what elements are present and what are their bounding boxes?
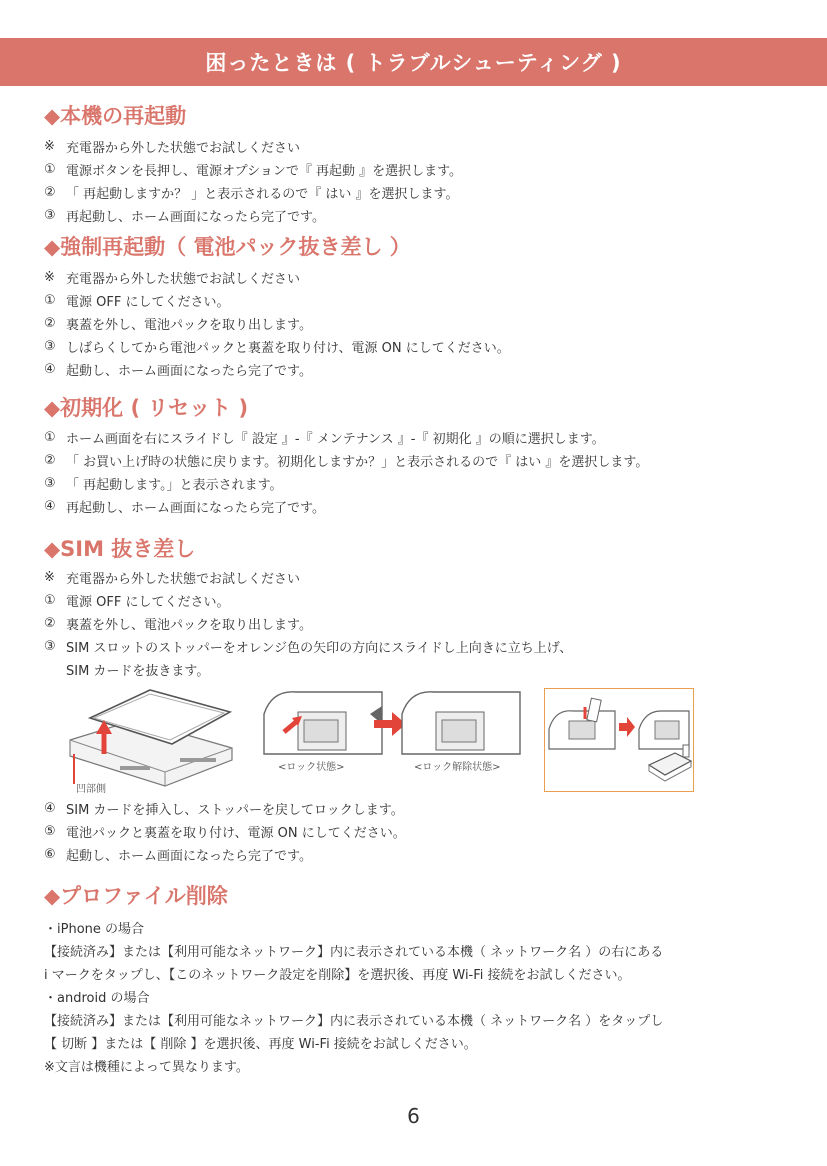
step-line [44, 658, 794, 681]
section-profile-delete-body [44, 916, 804, 1077]
caption-lock-state: <ロック状態> [278, 762, 345, 773]
step-mark: ⑥ [44, 847, 56, 862]
section-title-profile-delete: ◆プロファイル削除 [44, 884, 228, 908]
paragraph-line: 【接続済み】または【利用可能なネットワーク】内に表示されている本機（ ネットワーク名 ）の右にある [44, 945, 664, 960]
step-text: 裏蓋を外し、電池パックを取り出します。 [66, 618, 312, 633]
step-text: 「 お買い上げ時の状態に戻ります。初期化しますか？」と表示されるので『 はい 』を選択します。 [66, 455, 649, 470]
step-text: SIM スロットのストッパーをオレンジ色の矢印の方向にスライドし上向きに立ち上げ、 [66, 641, 573, 656]
step-text: 電源ボタンを長押し、電源オプションで『 再起動 』を選択します。 [66, 164, 463, 179]
page-number: 6 [407, 1104, 420, 1128]
step-line [44, 266, 794, 289]
step-mark: ※ [44, 139, 55, 154]
section-reset-steps [44, 426, 794, 518]
paragraph-line: ・iPhone の場合 [44, 922, 145, 937]
caption-concave-side: 凹部側 [76, 784, 106, 795]
paragraph-line: i マークをタップし、【このネットワーク設定を削除】を選択後、再度 Wi-Fi 接続をお試しください。 [44, 968, 631, 983]
section-title-force-restart: ◆強制再起動（ 電池パック抜き差し ） [44, 235, 411, 259]
step-mark: ④ [44, 362, 56, 377]
step-text: 充電器から外した状態でお試しください [66, 572, 301, 587]
figure-sim-lock [262, 684, 522, 783]
paragraph-line: ・android の場合 [44, 991, 150, 1006]
section-title-reset: ◆初期化 ( リセット ) [44, 396, 249, 420]
step-line [44, 335, 794, 358]
step-line [44, 135, 794, 158]
step-line [44, 158, 794, 181]
step-text: 起動し、ホーム画面になったら完了です。 [66, 849, 312, 864]
step-text: 電池パックと裏蓋を取り付け、電源 ON にしてください。 [66, 826, 406, 841]
step-mark: ④ [44, 801, 56, 816]
step-text: 「 再起動します。」と表示されます。 [66, 478, 283, 493]
section-title-restart: ◆本機の再起動 [44, 104, 187, 128]
step-text: 再起動し、ホーム画面になったら完了です。 [66, 501, 325, 516]
step-line [44, 495, 794, 518]
step-line [44, 820, 794, 843]
step-line [44, 204, 794, 227]
step-mark: ② [44, 185, 56, 200]
step-mark: ※ [44, 270, 55, 285]
page-banner [0, 38, 827, 86]
section-title-sim: ◆SIM 抜き差し [44, 537, 196, 561]
step-mark: ④ [44, 499, 56, 514]
step-mark: ① [44, 162, 56, 177]
step-line [44, 843, 794, 866]
step-text: SIM カードを挿入し、ストッパーを戻してロックします。 [66, 803, 404, 818]
step-line [44, 589, 794, 612]
step-mark: ③ [44, 208, 56, 223]
step-mark: ⑤ [44, 824, 56, 839]
step-line [44, 797, 794, 820]
step-mark: ② [44, 616, 56, 631]
step-text: 再起動し、ホーム画面になったら完了です。 [66, 210, 325, 225]
section-sim-steps-after [44, 797, 794, 866]
step-text: 起動し、ホーム画面になったら完了です。 [66, 364, 312, 379]
step-mark: ③ [44, 339, 56, 354]
step-line [44, 426, 794, 449]
step-line [44, 181, 794, 204]
step-line [44, 312, 794, 335]
section-restart-steps [44, 135, 794, 227]
caption-unlock-state: <ロック解除状態> [414, 762, 501, 773]
step-text: 電源 OFF にしてください。 [66, 295, 230, 310]
step-text: 充電器から外した状態でお試しください [66, 272, 301, 287]
step-mark: ② [44, 316, 56, 331]
step-mark: ③ [44, 639, 56, 654]
paragraph-line: 【 切断 】または【 削除 】を選択後、再度 Wi-Fi 接続をお試しください。 [44, 1037, 477, 1052]
step-mark: ③ [44, 476, 56, 491]
step-line [44, 472, 794, 495]
step-line [44, 449, 794, 472]
figure-sim-remove [544, 688, 694, 792]
paragraph-line: ※文言は機種によって異なります。 [44, 1060, 249, 1075]
step-text: SIM カードを抜きます。 [66, 664, 210, 679]
section-sim-steps [44, 566, 794, 681]
step-line [44, 612, 794, 635]
step-line [44, 566, 794, 589]
banner-title: 困ったときは ( トラブルシューティング ) [205, 51, 622, 75]
step-line [44, 358, 794, 381]
step-mark: ② [44, 453, 56, 468]
step-mark: ① [44, 593, 56, 608]
step-line [44, 635, 794, 658]
step-text: ホーム画面を右にスライドし『 設定 』-『 メンテナンス 』-『 初期化 』の順に選択します。 [66, 432, 605, 447]
step-text: しばらくしてから電池パックと裏蓋を取り付け、電源 ON にしてください。 [66, 341, 510, 356]
step-text: 裏蓋を外し、電池パックを取り出します。 [66, 318, 312, 333]
figure-remove-cover [60, 688, 240, 802]
step-text: 充電器から外した状態でお試しください [66, 141, 301, 156]
section-force-restart-steps [44, 266, 794, 381]
step-text: 「 再起動しますか？ 」と表示されるので『 はい 』を選択します。 [66, 187, 459, 202]
step-line [44, 289, 794, 312]
paragraph-line: 【接続済み】または【利用可能なネットワーク】内に表示されている本機（ ネットワーク名 ）をタップし [44, 1014, 664, 1029]
step-mark: ① [44, 430, 56, 445]
step-text: 電源 OFF にしてください。 [66, 595, 230, 610]
step-mark: ※ [44, 570, 55, 585]
step-mark: ① [44, 293, 56, 308]
